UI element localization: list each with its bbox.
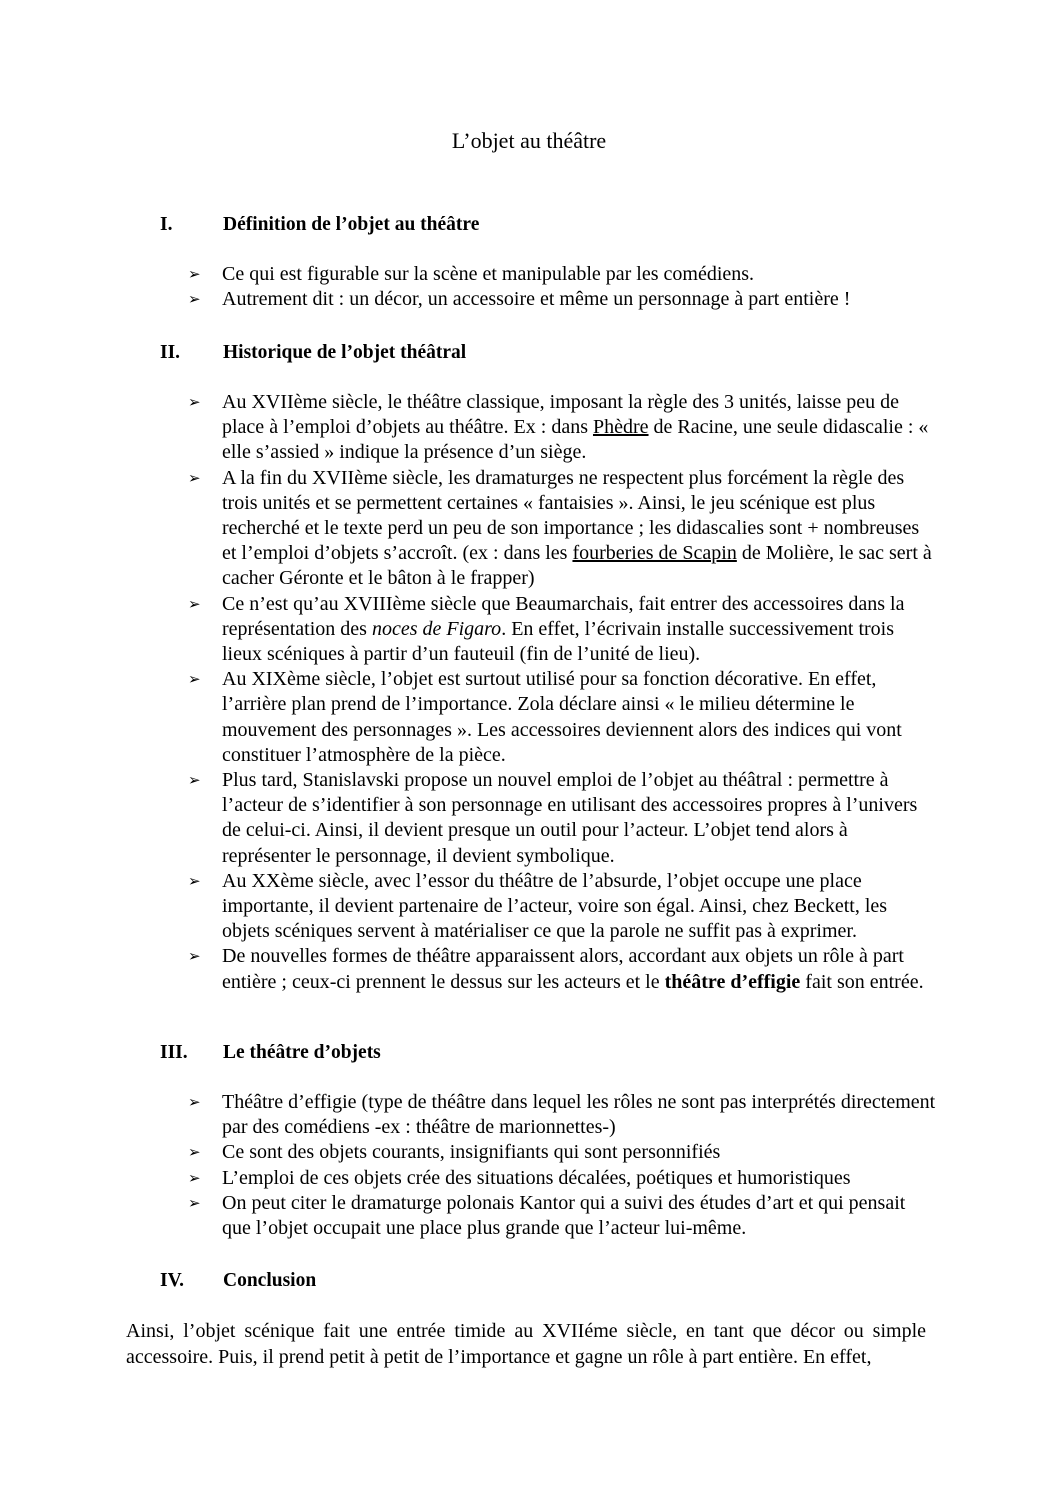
list-item: ➢ Ce n’est qu’au XVIIIème siècle que Beaumarchais, fait entrer des accessoires dans la représentation des noces de Figaro. En effet, l’écrivain installe successivement trois lieux scéniques à partir d’un fauteuil (fin de l’unité de lieu).	[188, 592, 905, 666]
list-item: ➢ L’emploi de ces objets crée des situations décalées, poétiques et humoristiques	[188, 1166, 938, 1191]
list-item: ➢ Ce qui est figurable sur la scène et manipulable par les comédiens.	[188, 262, 938, 287]
arrow-bullet-icon: ➢	[188, 265, 201, 283]
section-number: II.	[160, 342, 181, 363]
section-2-list	[188, 390, 938, 995]
arrow-bullet-icon: ➢	[188, 1093, 201, 1111]
list-item: ➢ Autrement dit : un décor, un accessoire et même un personnage à part entière !	[188, 287, 938, 312]
section-title: Le théâtre d’objets	[223, 1042, 381, 1063]
list-item: ➢ Ce sont des objets courants, insignifiants qui sont personnifiés	[188, 1140, 938, 1165]
emphasis-effigie: théâtre d’effigie	[664, 970, 801, 993]
section-1-list	[188, 262, 938, 312]
list-item: ➢ On peut citer le dramaturge polonais Kantor qui a suivi des études d’art et qui pensait que l’objet occupait une place plus grande que l’acteur lui-même.	[188, 1191, 906, 1240]
list-item: ➢ Théâtre d’effigie (type de théâtre dans lequel les rôles ne sont pas interprétés directement par des comédiens -ex : théâtre de marionnettes-)	[188, 1091, 936, 1139]
section-title: Définition de l’objet au théâtre	[223, 214, 480, 235]
work-title-figaro: noces de Figaro	[371, 617, 502, 640]
arrow-bullet-icon: ➢	[188, 771, 201, 790]
list-item: ➢ Au XIXème siècle, l’objet est surtout utilisé pour sa fonction décorative. En effet, l’arrière plan prend de l’importance. Zola déclare ainsi « le milieu détermine le mouvement des personnages ». Les accessoires deviennent alors des indices qui vont constituer l’atmosphère de la pièce.	[188, 668, 902, 766]
section-heading-2	[160, 342, 466, 364]
section-number: I.	[160, 214, 173, 235]
list-item: ➢ Au XXème siècle, avec l’essor du théâtre de l’absurde, l’objet occupe une place importante, il devient partenaire de l’acteur, voire son égal. Ainsi, chez Beckett, les objets scéniques servent à matérialiser ce que la parole ne suffit pas à exprimer.	[188, 869, 888, 943]
arrow-bullet-icon: ➢	[188, 871, 201, 890]
list-item: ➢ A la fin du XVIIème siècle, les dramaturges ne respectent plus forcément la règle des trois unités et se permettent certaines « fantaisies ». Ainsi, le jeu scénique est plus recherché et le texte perd un peu de son importance ; les didascalies sont + nombreuses et l’emploi d’objets s’accroît. (ex : dans les fourberies de Scapin de Molière, le sac sert à cacher Géronte et le bâton à le frapper)	[188, 466, 932, 590]
section-3-list	[188, 1090, 938, 1241]
arrow-bullet-icon: ➢	[188, 468, 201, 487]
list-item: ➢ Plus tard, Stanislavski propose un nouvel emploi de l’objet au théâtral : permettre à l’acteur de s’identifier à son personnage en utilisant des accessoires propres à l’univers de celui-ci. Ainsi, il devient presque un outil pour l’acteur. L’objet tend alors à représenter le personnage, il devient symbolique.	[188, 769, 918, 867]
conclusion-paragraph: Ainsi, l’objet scénique fait une entrée timide au XVIIéme siècle, en tant que décor ou simple accessoire. Puis, il prend petit à petit de l’importance et gagne un rôle à part entière. En effet,	[126, 1320, 926, 1368]
section-title: Conclusion	[223, 1270, 317, 1291]
work-title-phedre: Phèdre	[592, 416, 649, 439]
arrow-bullet-icon: ➢	[188, 290, 201, 309]
list-item: ➢ De nouvelles formes de théâtre apparaissent alors, accordant aux objets un rôle à part entière ; ceux-ci prennent le dessus sur les acteurs et le théâtre d’effigie fait son entrée.	[188, 945, 924, 993]
arrow-bullet-icon: ➢	[188, 393, 201, 411]
arrow-bullet-icon: ➢	[188, 947, 201, 966]
page-title: L’objet au théâtre	[451, 128, 607, 153]
section-heading-3	[160, 1042, 381, 1064]
work-title-scapin: fourberies de Scapin	[572, 542, 737, 565]
arrow-bullet-icon: ➢	[188, 1193, 201, 1212]
section-heading-1	[160, 214, 479, 236]
section-number: IV.	[160, 1270, 185, 1291]
section-heading-4	[160, 1270, 316, 1292]
list-item: ➢ Au XVIIème siècle, le théâtre classique, imposant la règle des 3 unités, laisse peu de place à l’emploi d’objets au théâtre. Ex : dans Phèdre de Racine, une seule didascalie : « elle s’assied » indique la présence d’un siège.	[188, 391, 929, 464]
arrow-bullet-icon: ➢	[188, 594, 201, 613]
section-title: Historique de l’objet théâtral	[223, 342, 467, 363]
arrow-bullet-icon: ➢	[188, 1143, 201, 1162]
section-number: III.	[160, 1042, 188, 1063]
arrow-bullet-icon: ➢	[188, 670, 201, 689]
arrow-bullet-icon: ➢	[188, 1168, 201, 1187]
